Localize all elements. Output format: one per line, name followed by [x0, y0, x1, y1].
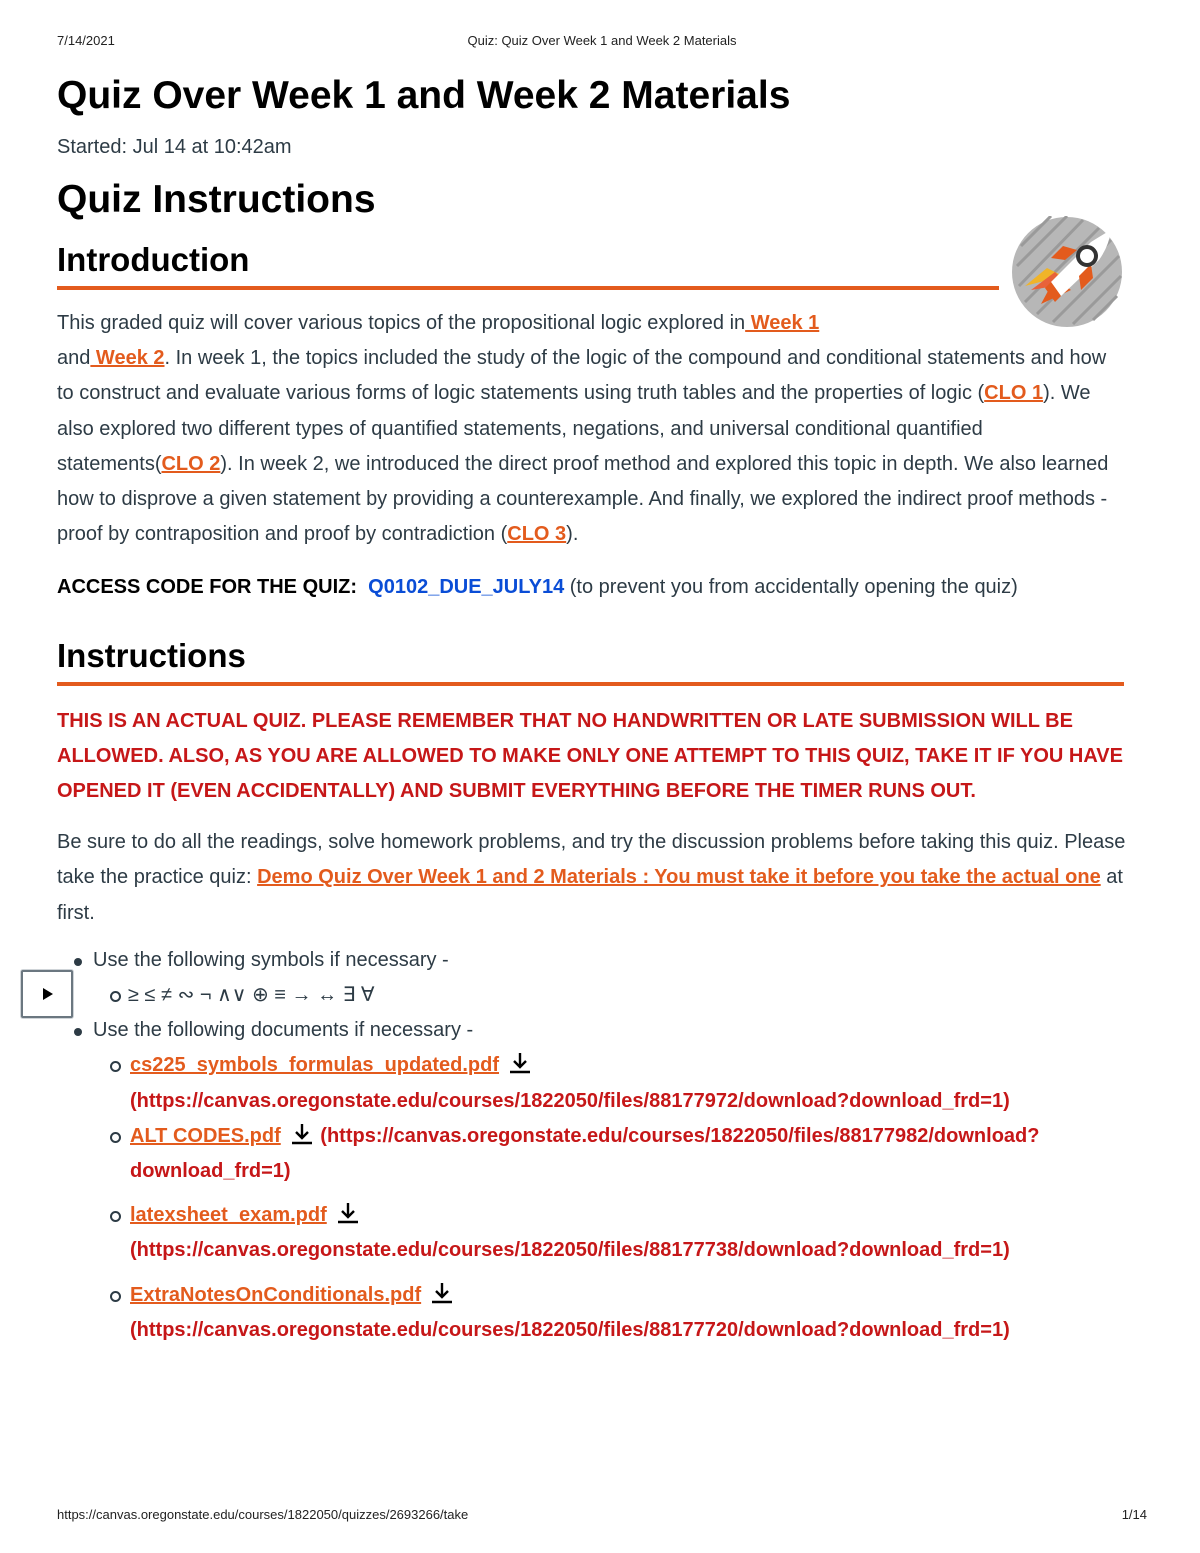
intro-text-2: and — [57, 347, 91, 370]
documents-list — [93, 1048, 1127, 1348]
page-number: 1/14 — [1121, 1507, 1147, 1522]
download-icon[interactable] — [289, 1122, 315, 1146]
readings-text-end: at first. — [57, 866, 1123, 924]
doc-link-latexsheet[interactable]: latexsheet_exam.pdf — [130, 1204, 327, 1227]
documents-bullet-text: Use the following documents if necessary - — [93, 1019, 474, 1042]
symbols-line — [57, 978, 1127, 1013]
started-time: Started: Jul 14 at 10:42am — [57, 136, 292, 158]
week1-link[interactable]: Week 1 — [745, 312, 820, 334]
play-button[interactable] — [21, 970, 73, 1018]
doc-link-symbols-formulas[interactable]: cs225_symbols_formulas_updated.pdf — [130, 1054, 500, 1077]
document-item — [57, 1198, 1127, 1268]
doc-url: (https://canvas.oregonstate.edu/courses/1822050/files/88177720/download?download_frd=1) — [130, 1318, 1010, 1341]
clo2-link[interactable]: CLO 2 — [161, 452, 221, 475]
instructions-list — [57, 943, 1127, 1348]
download-icon[interactable] — [429, 1281, 455, 1305]
introduction-section — [57, 240, 1127, 290]
print-footer — [57, 1507, 1147, 1522]
warning-text: THIS IS AN ACTUAL QUIZ. PLEASE REMEMBER THAT NO HANDWRITTEN OR LATE SUBMISSION WILL BE ALLOWED. ALSO, AS YOU ARE ALLOWED TO MAKE ONLY ONE ATTEMPT TO THIS QUIZ, TAKE IT IF YOU HAVE OPENED IT (EVEN ACCIDENTALLY) AND SUBMIT EVERYTHING BEFORE THE TIMER RUNS OUT. — [57, 709, 1123, 803]
doc-url: (https://canvas.oregonstate.edu/courses/1822050/files/88177982/download?download_frd=1) — [130, 1124, 1040, 1183]
intro-text-4: ). We also explored two different types of quantified statements, negations, and universal conditional quantified statements( — [57, 382, 1091, 475]
access-code-paragraph — [57, 570, 1127, 605]
doc-url: (https://canvas.oregonstate.edu/courses/1822050/files/88177738/download?download_frd=1) — [130, 1239, 1010, 1262]
week2-link[interactable]: Week 2 — [90, 347, 165, 370]
readings-paragraph — [57, 825, 1127, 931]
intro-text-3: . In week 1, the topics included the study of the logic of the compound and conditional statements and how to construct and evaluate various forms of logic statements using truth tables and the properties of logic ( — [57, 347, 1107, 405]
access-code-value: Q0102_DUE_JULY14 — [368, 576, 565, 599]
play-icon — [39, 986, 55, 1002]
print-date: 7/14/2021 — [57, 33, 115, 48]
practice-quiz-link[interactable]: Demo Quiz Over Week 1 and 2 Materials : You must take it before you take the actual one — [257, 866, 1101, 889]
doc-link-alt-codes[interactable]: ALT CODES.pdf — [130, 1124, 281, 1147]
doc-url: (https://canvas.oregonstate.edu/courses/1822050/files/88177972/download?download_frd=1) — [130, 1089, 1010, 1112]
print-page-title: Quiz: Quiz Over Week 1 and Week 2 Materials — [467, 33, 737, 48]
symbols-bullet — [57, 943, 1127, 1013]
download-icon[interactable] — [507, 1051, 533, 1075]
introduction-heading: Introduction — [57, 240, 999, 290]
document-item — [57, 1048, 1127, 1118]
introduction-paragraph — [57, 306, 1127, 552]
intro-text-5: ). In week 2, we introduced the direct proof method and explored this topic in depth. We also learned how to disprove a given statement by providing a counterexample. And finally, we explored the indirect proof methods - proof by contraposition and proof by contradiction ( — [57, 452, 1109, 546]
access-code-label: ACCESS CODE FOR THE QUIZ: — [57, 576, 358, 599]
quiz-instructions-heading: Quiz Instructions — [57, 178, 376, 221]
symbols-text: ≥ ≤ ≠ ∾ ¬ ∧∨ ⊕ ≡ → ↔ ∃ ∀ — [128, 984, 375, 1007]
footer-url: https://canvas.oregonstate.edu/courses/1822050/quizzes/2693266/take — [57, 1507, 469, 1522]
rocket-icon — [1011, 216, 1123, 328]
doc-link-extra-notes[interactable]: ExtraNotesOnConditionals.pdf — [130, 1283, 422, 1306]
symbols-bullet-text: Use the following symbols if necessary - — [93, 948, 449, 971]
quiz-title: Quiz Over Week 1 and Week 2 Materials — [57, 74, 791, 117]
quiz-content — [57, 62, 1127, 1348]
access-code-note: (to prevent you from accidentally opening the quiz) — [564, 576, 1018, 599]
document-item — [57, 1278, 1127, 1348]
intro-text-1: This graded quiz will cover various topics of the propositional logic explored in — [57, 312, 746, 334]
intro-text-6: ). — [566, 523, 579, 546]
download-icon[interactable] — [335, 1201, 361, 1225]
readings-text: Be sure to do all the readings, solve homework problems, and try the discussion problems before taking this quiz. Please take the practice quiz: — [57, 831, 1126, 889]
clo1-link[interactable]: CLO 1 — [984, 382, 1044, 405]
documents-bullet — [57, 1013, 1127, 1348]
clo3-link[interactable]: CLO 3 — [507, 523, 567, 546]
document-item — [57, 1119, 1127, 1189]
instructions-heading: Instructions — [57, 636, 1124, 686]
